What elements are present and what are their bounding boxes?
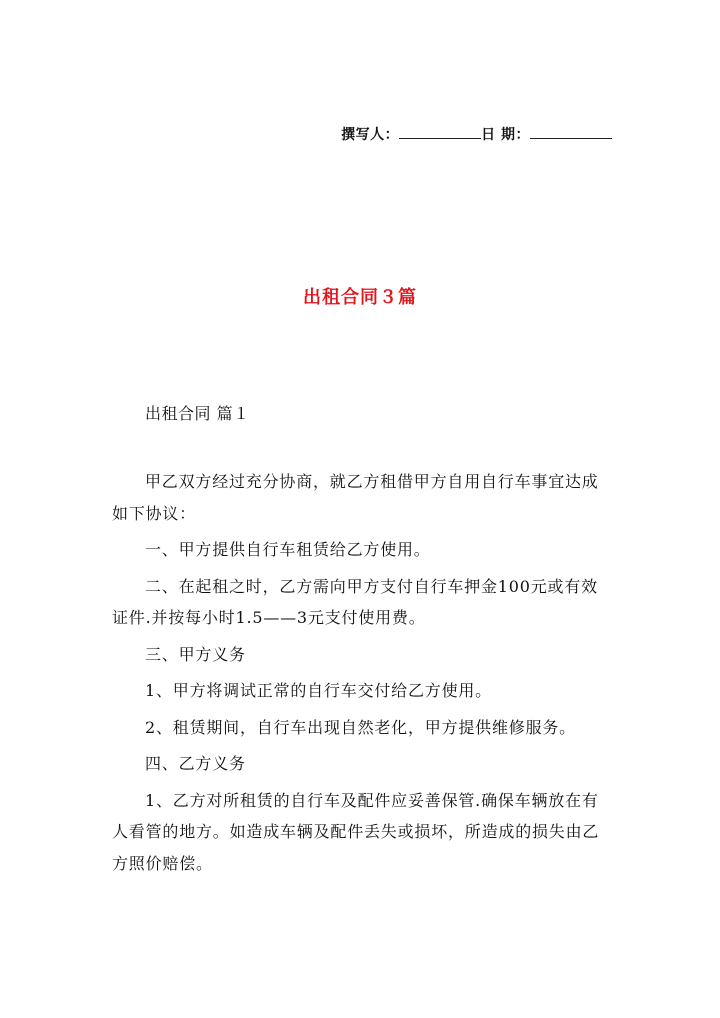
date-label: 日 期： — [481, 127, 530, 143]
author-label: 撰写人： — [341, 127, 400, 143]
author-blank — [399, 126, 481, 139]
date-blank — [530, 126, 612, 139]
paragraph-clause-4-1: 1、乙方对所租赁的自行车及配件应妥善保管.确保车辆放在有人看管的地方。如造成车辆及配件丢失或损坏，所造成的损失由乙方照价赔偿。 — [112, 790, 600, 873]
section-title: 出租合同 篇１ — [145, 404, 250, 423]
paragraph-clause-3-1: 1、甲方将调试正常的自行车交付给乙方使用。 — [145, 681, 492, 700]
paragraph-clause-3-2: 2、租赁期间，自行车出现自然老化，甲方提供维修服务。 — [145, 717, 576, 737]
paragraph-intro: 甲乙双方经过充分协商，就乙方租借甲方自用自行车事宜达成如下协议： — [112, 472, 599, 523]
paragraph-clause-4-heading: 四、乙方义务 — [145, 754, 246, 773]
document-body — [112, 466, 612, 884]
paragraph-clause-2: 二、在起租之时，乙方需向甲方支付自行车押金100元或有效证件.并按每小时1.5——3元支付使用费。 — [112, 576, 598, 627]
author-date-line — [341, 124, 612, 144]
document-title: 出租合同３篇 — [303, 287, 417, 308]
paragraph-clause-3-heading: 三、甲方义务 — [145, 644, 246, 664]
paragraph-clause-1: 一、甲方提供自行车租赁给乙方使用。 — [145, 540, 431, 559]
